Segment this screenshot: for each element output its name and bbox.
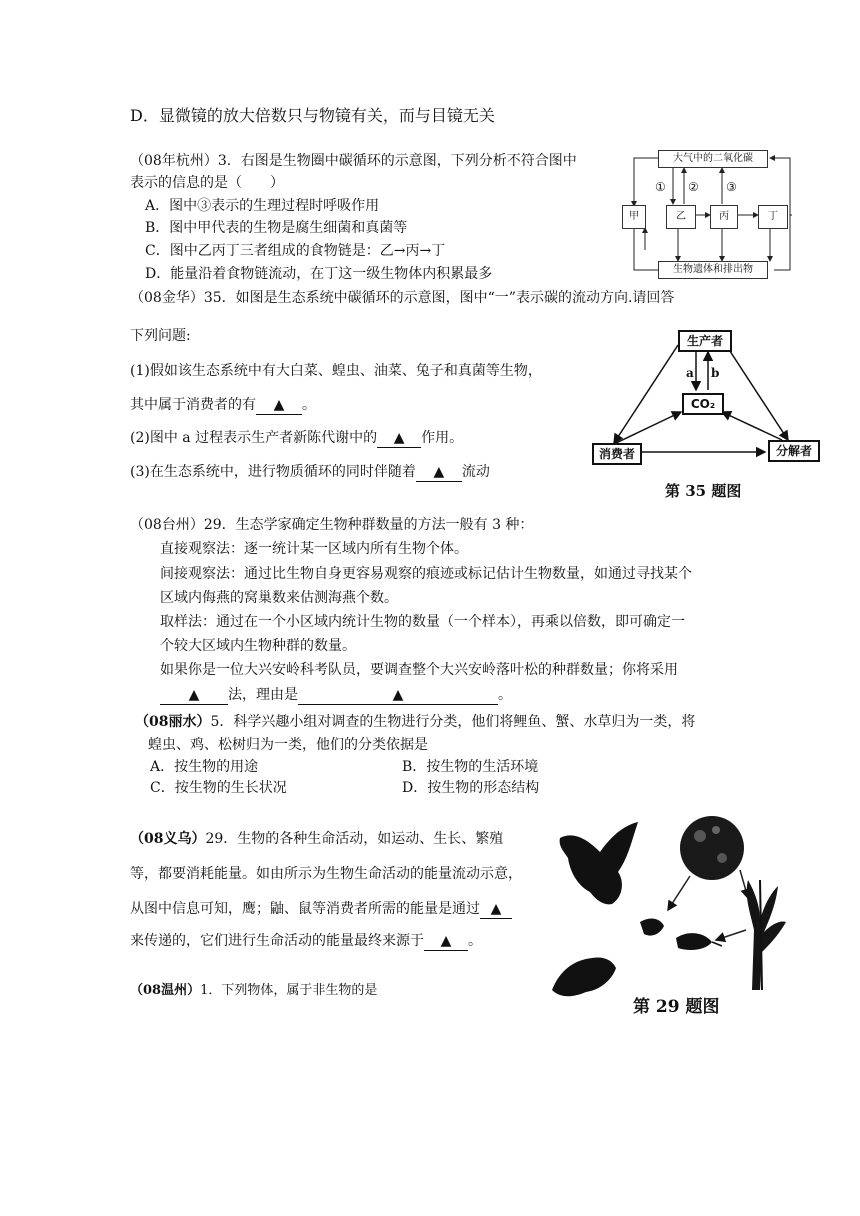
taizhou-direct: 直接观察法：逐一统计某一区域内所有生物个体。	[160, 541, 468, 557]
hangzhou-option-b: B．图中甲代表的生物是腐生细菌和真菌等	[145, 220, 408, 236]
arrow-label-b: b	[711, 366, 720, 380]
label-1: ①	[655, 180, 666, 194]
question-d-microscope: D．显微镜的放大倍数只与物镜有关，而与目镜无关	[130, 106, 495, 125]
yi-box: 乙	[666, 205, 696, 229]
lishui-stem-line1: （08丽水）5．科学兴趣小组对调查的生物进行分类，他们将鲤鱼、蟹、水草归为一类，将	[135, 714, 696, 730]
answer-blank[interactable]: ▲	[298, 686, 498, 705]
taizhou-stem: （08台州）29．生态学家确定生物种群数量的方法一般有 3 种：	[130, 517, 534, 533]
lishui-option-d: D．按生物的形态结构	[402, 780, 540, 796]
ding-box: 丁	[758, 205, 788, 229]
answer-blank[interactable]: ▲	[416, 463, 462, 482]
answer-blank[interactable]: ▲	[256, 396, 302, 415]
label-3: ③	[726, 180, 737, 194]
animal-icon	[552, 957, 616, 996]
hangzhou-option-d: D．能量沿着食物链流动，在丁这一级生物体内积累最多	[145, 266, 493, 282]
question-wenzhou: （08温州）1．下列物体，属于非生物的是	[130, 983, 378, 998]
hangzhou-stem-line1: （08年杭州）3．右图是生物圈中碳循环的示意图，下列分析不符合图中	[130, 153, 577, 169]
jinhua-q2: (2)图中 a 过程表示生产者新陈代谢中的 ▲ 作用。	[130, 430, 464, 446]
answer-blank[interactable]: ▲	[160, 686, 228, 705]
arrow-label-a: a	[686, 366, 694, 380]
plant-icon	[747, 880, 786, 990]
label-2: ②	[688, 180, 699, 194]
bing-box: 丙	[710, 205, 738, 229]
hangzhou-option-c: C．图中乙丙丁三者组成的食物链是：乙→丙→丁	[145, 243, 446, 259]
jinhua-q1-line1: (1)假如该生态系统中有大白菜、蝗虫、油菜、兔子和真菌等生物，	[130, 363, 542, 379]
taizhou-sampling-1: 取样法：通过在一个小区域内统计生物的数量（一个样本），再乘以倍数，即可确定一	[160, 614, 685, 630]
lishui-option-b: B．按生物的生活环境	[402, 759, 539, 775]
jia-box: 甲	[622, 205, 646, 229]
weasel-icon	[640, 919, 664, 936]
hangzhou-stem-line2: 表示的信息的是（ ）	[130, 175, 284, 191]
yiwu-line4: 来传递的，它们进行生命活动的能量最终来源于 ▲ 。	[130, 933, 482, 949]
lishui-option-a: A．按生物的用途	[150, 759, 259, 775]
jinhua-q1-line2: 其中属于消费者的有 ▲ 。	[130, 397, 316, 413]
yiwu-line1: （08义乌）29．生物的各种生命活动，如运动、生长、繁殖	[130, 831, 504, 847]
co2-box: CO₂	[682, 393, 724, 415]
taizhou-answer-line: ▲ 法，理由是 ▲ 。	[160, 686, 512, 705]
decomposer-box: 分解者	[768, 440, 820, 462]
taizhou-question: 如果你是一位大兴安岭科考队员，要调查整个大兴安岭落叶松的种群数量；你将采用	[160, 662, 678, 678]
consumer-box: 消费者	[592, 443, 642, 465]
figure-caption-29: 第 29 题图	[633, 997, 720, 1017]
figure-caption-35: 第 35 题图	[665, 482, 742, 500]
lishui-stem-line2: 蝗虫、鸡、松树归为一类，他们的分类依据是	[148, 737, 428, 753]
jinhua-q3: (3)在生态系统中，进行物质循环的同时伴随着 ▲ 流动	[130, 464, 490, 480]
taizhou-indirect-2: 区域内侮燕的窝巢数来估测海燕个数。	[160, 590, 398, 606]
yiwu-line2: 等，都要消耗能量。如由所示为生物生命活动的能量流动示意，	[130, 866, 522, 882]
co2-atmosphere-box: 大气中的二氧化碳	[658, 150, 768, 168]
answer-blank[interactable]: ▲	[377, 429, 421, 448]
eagle-icon	[560, 822, 638, 904]
taizhou-indirect-1: 间接观察法：通过比生物自身更容易观察的痕迹或标记估计生物数量，如通过寻找某个	[160, 566, 692, 582]
remains-box: 生物遗体和排出物	[658, 261, 768, 279]
jinhua-stem-line1: （08金华）35．如图是生态系统中碳循环的示意图，图中“一”表示碳的流动方向.请回答	[130, 290, 675, 306]
taizhou-sampling-2: 个较大区域内生物种群的数量。	[160, 638, 356, 654]
mouse-icon	[676, 933, 712, 950]
producer-box: 生产者	[678, 330, 732, 352]
lishui-option-c: C．按生物的生长状况	[150, 780, 287, 796]
yiwu-line3: 从图中信息可知，鹰；鼬、鼠等消费者所需的能量是通过 ▲	[130, 900, 512, 919]
jinhua-stem-line2: 下列问题:	[130, 328, 191, 344]
sun-icon	[680, 816, 744, 880]
answer-blank[interactable]: ▲	[480, 900, 512, 919]
answer-blank[interactable]: ▲	[424, 932, 468, 951]
hangzhou-option-a: A．图中③表示的生理过程时呼吸作用	[145, 198, 380, 214]
